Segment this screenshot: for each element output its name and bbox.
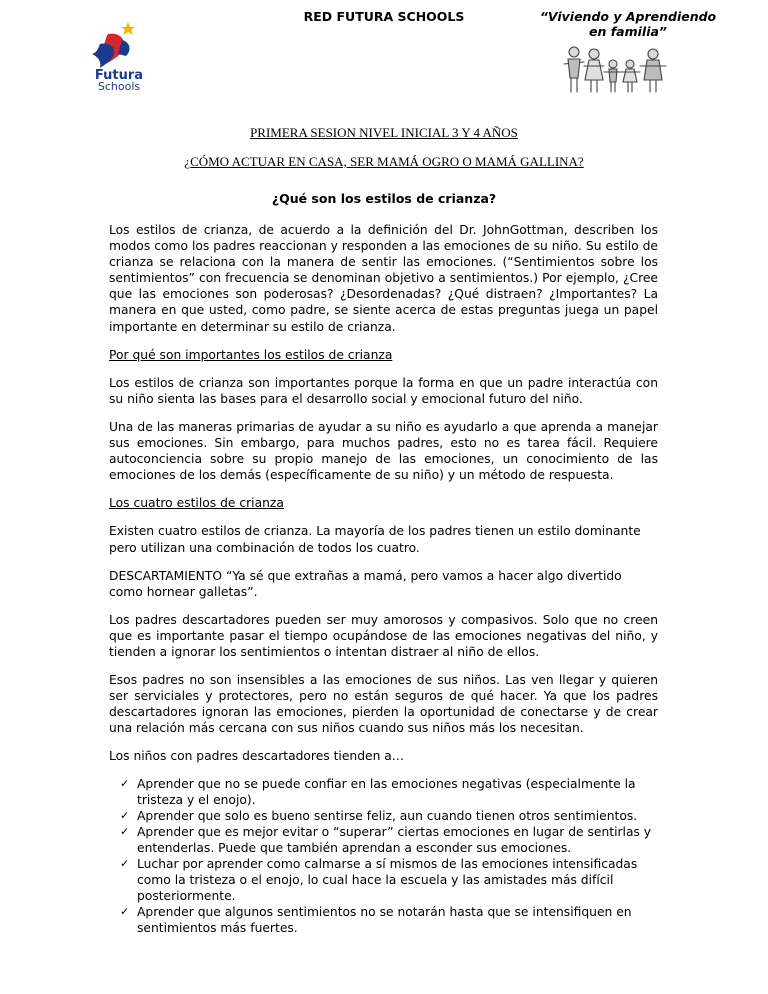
- list-item-text: Aprender que algunos sentimientos no se notarán hasta que se intensifiquen en sentimientos más fuertes.: [137, 905, 632, 936]
- checkmark-icon: ✓: [120, 857, 130, 870]
- paragraph-dismissing: DESCARTAMIENTO “Ya sé que extrañas a mamá, pero vamos a hacer algo divertido como hornear galletas”.: [109, 568, 622, 599]
- logo-text-schools: Schools: [97, 80, 141, 92]
- checkmark-icon: ✓: [120, 808, 130, 822]
- subheading-importance: Por qué son importantes los estilos de crianza: [109, 347, 393, 362]
- family-drawing: [558, 44, 672, 94]
- logo-emblem: [92, 22, 135, 68]
- futura-schools-logo: [88, 20, 150, 92]
- list-item-text: Aprender que solo es bueno sentirse feliz, aun cuando tienen otros sentimientos.: [137, 808, 638, 823]
- list-item: [120, 824, 658, 856]
- motto-header: [528, 9, 728, 39]
- session-title: PRIMERA SESION NIVEL INICIAL 3 Y 4 AÑOS: [250, 125, 518, 140]
- subheading-four-styles: Los cuatro estilos de crianza: [109, 496, 284, 511]
- motto-line-1: “Viviendo y Aprendiendo: [539, 9, 717, 24]
- paragraph-importance: Los estilos de crianza son importantes porque la forma en que un padre interactúa con su niño sienta las bases para el desarrollo social y emocional futuro del niño.: [109, 375, 658, 406]
- logo-text-futura: Futura: [94, 68, 144, 83]
- checkmark-icon: ✓: [120, 824, 130, 838]
- list-item-text: Luchar por aprender como calmarse a sí mismos de las emociones intensificadas como la tristeza o el enojo, lo cual hace la escuela y las amistades más difícil posteriormente.: [137, 857, 638, 904]
- paragraph-children-tend: Los niños con padres descartadores tienden a…: [109, 749, 405, 764]
- list-item: [120, 808, 658, 824]
- checkmark-icon: ✓: [120, 776, 130, 790]
- checklist: [109, 776, 658, 937]
- list-item-text: Aprender que es mejor evitar o “superar” ciertas emociones en lugar de sentirlas y entenderlas. Puede que también aprendan a esconder sus emociones.: [137, 824, 652, 855]
- school-name-header: RED FUTURA SCHOOLS: [303, 9, 465, 24]
- list-item: [120, 904, 658, 936]
- section-title: ¿Qué son los estilos de crianza?: [271, 191, 497, 206]
- list-item: [120, 776, 658, 808]
- list-item: [120, 856, 658, 904]
- checkmark-icon: ✓: [120, 905, 130, 919]
- paragraph-not-insensitive: Esos padres no son insensibles a las emociones de sus niños. Las ven llegar y quieren ser serviciales y protectores, pero no están seguros de qué hacer. Ya que los padres descartadores ignoran las emociones, pierden la oportunidad de conectarse y de crear una relación más cercana con sus niños cuando sus niños más los necesitan.: [109, 673, 658, 736]
- list-item-text: Aprender que no se puede confiar en las emociones negativas (especialmente la tristeza y el enojo).: [137, 776, 636, 807]
- document-body: [109, 222, 658, 936]
- motto-line-2: en familia”: [589, 24, 667, 39]
- paragraph-dismissing-parents: Los padres descartadores pueden ser muy amorosos y compasivos. Solo que no creen que es importante pasar el tiempo ocupándose de las emociones negativas del niño, y tienden a ignorar los sentimientos o intentan distraer al niño de ellos.: [109, 612, 658, 659]
- question-title: ¿CÓMO ACTUAR EN CASA, SER MAMÁ OGRO O MAMÁ GALLINA?: [184, 154, 584, 169]
- paragraph-definition: Los estilos de crianza, de acuerdo a la definición del Dr. JohnGottman, describen los modos como los padres reaccionan y responden a las emociones de su niño. Su estilo de crianza se relaciona con la manera de sentir las emociones. (“Sentimientos sobre los sentimientos” con frecuencia se denominan objetivo a sentimientos.) Por ejemplo, ¿Cree que las emociones son poderosas? ¿Desordenadas? ¿Qué distraen? ¿Importantes? La manera en que usted, como padre, se siente acerca de estas preguntas juega un papel importante en determinar su estilo de crianza.: [109, 223, 658, 334]
- paragraph-four-styles: Existen cuatro estilos de crianza. La mayoría de los padres tienen un estilo dominante pero utilizan una combinación de todos los cuatro.: [109, 524, 641, 555]
- paragraph-emotions: Una de las maneras primarias de ayudar a su niño es ayudarlo a que aprenda a manejar sus emociones. Sin embargo, para muchos padres, esto no es tarea fácil. Requiere autoconciencia sobre su propio manejo de las emociones, un conocimiento de las emociones de los demás (específicamente de su niño) y un método de respuesta.: [109, 419, 658, 483]
